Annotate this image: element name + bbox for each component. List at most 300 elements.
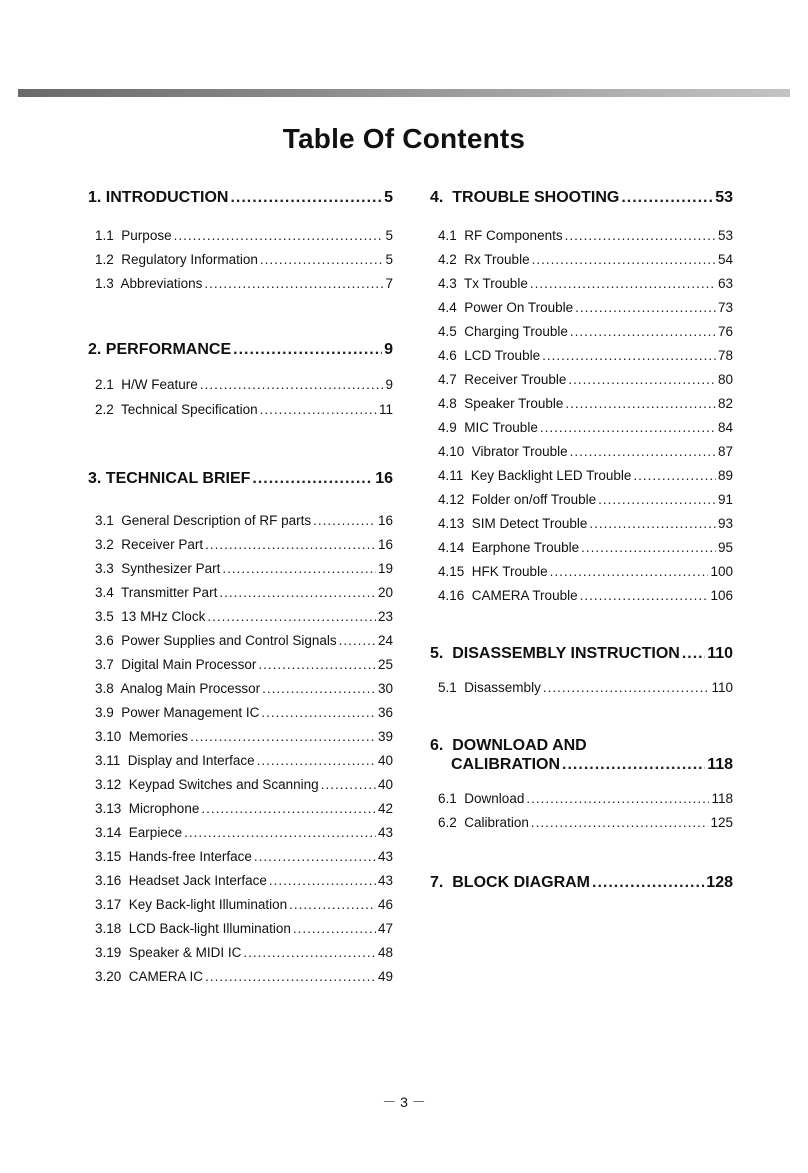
toc-entry-number: 3.11	[95, 753, 121, 768]
dot-leader	[289, 897, 376, 912]
dot-leader	[570, 444, 716, 459]
toc-entry-number: 1.3	[95, 276, 114, 291]
toc-entry-page: 9	[384, 341, 393, 358]
toc-entry-number: 2.	[88, 341, 102, 358]
toc-entry-page: 53	[717, 228, 733, 243]
toc-entry-number: 4.4	[438, 300, 457, 315]
toc-entry[interactable]	[88, 945, 393, 960]
toc-entry-title: Power Management IC	[121, 705, 260, 720]
toc-entry-title: Charging Trouble	[464, 324, 568, 339]
toc-entry-label	[95, 921, 291, 936]
toc-entry[interactable]	[88, 276, 393, 291]
toc-entry-page: 125	[710, 815, 733, 830]
dot-leader	[530, 276, 716, 291]
toc-entry-number: 3.10	[95, 729, 122, 744]
toc-entry[interactable]	[430, 348, 733, 363]
toc-entry-label	[95, 252, 258, 267]
dot-leader	[260, 252, 384, 267]
toc-entry-title: TECHNICAL BRIEF	[105, 470, 251, 487]
toc-entry-page: 63	[717, 276, 733, 291]
toc-entry-number: 1.	[88, 189, 102, 206]
toc-entry-label	[95, 609, 205, 624]
toc-entry-page: 5	[385, 228, 393, 243]
toc-entry[interactable]	[430, 444, 733, 459]
toc-entry-page: 106	[710, 588, 733, 603]
toc-entry-page: 25	[377, 657, 393, 672]
toc-entry[interactable]	[430, 324, 733, 339]
dot-leader	[543, 680, 710, 695]
toc-entry[interactable]	[430, 228, 733, 243]
toc-entry-page: 118	[711, 791, 733, 806]
toc-entry-page: 5	[385, 252, 393, 267]
toc-entry-label	[95, 945, 241, 960]
toc-entry-title: MIC Trouble	[464, 420, 538, 435]
toc-entry-title: Purpose	[121, 228, 172, 243]
dot-leader	[542, 348, 716, 363]
toc-entry[interactable]	[88, 921, 393, 936]
page-number: － 3 －	[382, 1094, 426, 1110]
toc-section-entry[interactable]	[88, 470, 393, 488]
toc-entry-label	[95, 801, 199, 816]
toc-entry-title: Abbreviations	[120, 276, 203, 291]
toc-entry-page: 128	[706, 874, 733, 891]
toc-entry-title: HFK Trouble	[471, 564, 548, 579]
toc-entry-label	[95, 825, 182, 840]
toc-entry-number: 3.8	[95, 681, 114, 696]
toc-entry-number: 3.	[88, 470, 102, 487]
toc-entry-page: 42	[377, 801, 393, 816]
toc-entry-label	[95, 969, 203, 984]
toc-entry[interactable]	[88, 657, 393, 672]
dot-leader	[565, 396, 716, 411]
toc-entry-label	[95, 633, 337, 648]
dot-leader	[174, 228, 384, 243]
toc-entry-title: Earphone Trouble	[471, 540, 580, 555]
toc-entry-label	[95, 753, 255, 768]
toc-entry-title: Hands-free Interface	[128, 849, 252, 864]
toc-entry-number: 6.1	[438, 791, 457, 806]
toc-entry-number: 4.3	[438, 276, 457, 291]
toc-entry-title: Receiver Trouble	[464, 372, 567, 387]
dot-leader	[257, 753, 376, 768]
toc-entry-number: 3.17	[95, 897, 122, 912]
toc-entry-title: Display and Interface	[127, 753, 255, 768]
dot-leader	[269, 873, 376, 888]
toc-entry-number: 1.2	[95, 252, 114, 267]
dot-leader	[565, 228, 716, 243]
toc-entry-page: 118	[707, 756, 733, 773]
toc-entry-label	[438, 324, 568, 339]
toc-entry-label	[95, 729, 188, 744]
toc-entry-page: 93	[717, 516, 733, 531]
toc-entry[interactable]	[88, 609, 393, 624]
toc-entry[interactable]	[88, 513, 393, 528]
toc-entry-label	[95, 873, 267, 888]
toc-entry[interactable]	[430, 680, 733, 695]
toc-entry-title: CAMERA Trouble	[471, 588, 578, 603]
toc-entry[interactable]	[88, 633, 393, 648]
toc-entry-number: 1.1	[95, 228, 114, 243]
toc-entry-label	[438, 276, 528, 291]
toc-entry-page: 40	[377, 753, 393, 768]
toc-entry-label	[88, 341, 231, 359]
toc-entry-label	[95, 228, 172, 243]
dot-leader	[219, 585, 376, 600]
toc-entry-title: Power On Trouble	[464, 300, 574, 315]
dot-leader	[200, 377, 384, 392]
toc-entry[interactable]	[430, 252, 733, 267]
toc-entry-title: Disassembly	[464, 680, 541, 695]
dot-leader	[222, 561, 376, 576]
toc-entry-page: 30	[377, 681, 393, 696]
dot-leader	[204, 276, 383, 291]
toc-entry-number: 4.1	[438, 228, 457, 243]
toc-entry-title: CAMERA IC	[128, 969, 204, 984]
toc-entry[interactable]	[430, 276, 733, 291]
toc-entry-label	[430, 189, 619, 207]
toc-section-entry-continuation[interactable]	[430, 756, 733, 774]
dot-leader	[201, 801, 376, 816]
toc-entry-page: 7	[385, 276, 393, 291]
dot-leader	[260, 402, 377, 417]
toc-entry-title: Speaker & MIDI IC	[128, 945, 242, 960]
toc-entry[interactable]	[88, 753, 393, 768]
toc-section-entry[interactable]	[430, 189, 733, 207]
toc-entry-page: 11	[378, 402, 393, 417]
toc-entry-number: 6.2	[438, 815, 457, 830]
toc-entry-label	[438, 791, 524, 806]
toc-entry-title: Transmitter Part	[121, 585, 218, 600]
toc-entry[interactable]	[88, 561, 393, 576]
toc-entry[interactable]	[88, 729, 393, 744]
toc-entry-title: General Description of RF parts	[121, 513, 312, 528]
toc-entry-label	[95, 657, 256, 672]
toc-entry-page: 20	[377, 585, 393, 600]
toc-entry[interactable]	[88, 897, 393, 912]
dot-leader	[540, 420, 716, 435]
toc-entry-title: DOWNLOAD AND	[452, 737, 587, 754]
toc-entry-title: Memories	[128, 729, 189, 744]
toc-entry-title: BLOCK DIAGRAM	[452, 874, 590, 891]
dot-leader	[207, 609, 376, 624]
toc-entry[interactable]	[88, 377, 393, 392]
dot-leader	[258, 657, 376, 672]
toc-entry-title: Receiver Part	[121, 537, 204, 552]
toc-entry-title: PERFORMANCE	[105, 341, 232, 358]
dot-leader	[526, 791, 709, 806]
toc-entry-number: 3.9	[95, 705, 114, 720]
toc-section-entry[interactable]	[430, 737, 733, 755]
toc-entry-page: 47	[377, 921, 393, 936]
dot-leader	[562, 756, 705, 774]
toc-entry[interactable]	[430, 516, 733, 531]
toc-entry-label	[430, 874, 590, 892]
dot-leader	[190, 729, 376, 744]
toc-entry-number: 3.7	[95, 657, 114, 672]
toc-entry-label	[438, 348, 540, 363]
toc-entry-title: Calibration	[464, 815, 529, 830]
dot-leader	[581, 540, 716, 555]
toc-entry[interactable]	[430, 372, 733, 387]
dot-leader	[580, 588, 709, 603]
dot-leader	[321, 777, 376, 792]
toc-entry-number: 4.11	[438, 468, 464, 483]
toc-entry-title: Vibrator Trouble	[471, 444, 568, 459]
toc-entry-page: 36	[377, 705, 393, 720]
toc-entry[interactable]	[88, 777, 393, 792]
toc-entry-title: Power Supplies and Control Signals	[121, 633, 337, 648]
toc-section-entry[interactable]	[88, 341, 393, 359]
toc-entry-label	[438, 372, 566, 387]
toc-entry-page: 100	[710, 564, 733, 579]
toc-entry-title: 13 MHz Clock	[121, 609, 206, 624]
toc-entry-label	[95, 585, 217, 600]
toc-entry-number: 4.16	[438, 588, 465, 603]
toc-entry-title: RF Components	[464, 228, 563, 243]
dot-leader	[575, 300, 716, 315]
toc-entry-label	[430, 645, 680, 663]
toc-entry-number: 3.1	[95, 513, 114, 528]
toc-entry[interactable]	[430, 468, 733, 483]
toc-entry-title: Folder on/off Trouble	[471, 492, 597, 507]
toc-entry-title: Speaker Trouble	[464, 396, 564, 411]
toc-entry-number: 5.	[430, 645, 444, 662]
toc-entry-title-continued: CALIBRATION	[451, 756, 561, 773]
toc-entry[interactable]	[88, 969, 393, 984]
toc-entry-title: TROUBLE SHOOTING	[452, 189, 620, 206]
toc-entry-number: 4.12	[438, 492, 465, 507]
toc-entry-label	[438, 564, 548, 579]
toc-entry[interactable]	[88, 705, 393, 720]
dot-leader	[252, 470, 373, 488]
toc-entry-number: 4.6	[438, 348, 457, 363]
toc-entry-number: 3.20	[95, 969, 122, 984]
dot-leader	[243, 945, 376, 960]
toc-entry-number: 3.12	[95, 777, 122, 792]
toc-entry-number: 4.9	[438, 420, 457, 435]
toc-entry-label	[95, 561, 220, 576]
toc-entry-page: 87	[717, 444, 733, 459]
toc-entry-label	[438, 588, 578, 603]
toc-entry-number: 2.2	[95, 402, 114, 417]
toc-entry-page: 40	[377, 777, 393, 792]
toc-entry-page: 16	[375, 470, 393, 487]
toc-entry-title: Analog Main Processor	[120, 681, 261, 696]
toc-entry-number: 3.13	[95, 801, 122, 816]
toc-entry-label	[438, 815, 529, 830]
dot-leader	[184, 825, 376, 840]
toc-entry[interactable]	[88, 252, 393, 267]
toc-entry-label	[88, 470, 250, 488]
toc-entry[interactable]	[88, 801, 393, 816]
dot-leader	[568, 372, 716, 387]
toc-entry-page: 48	[377, 945, 393, 960]
toc-entry[interactable]	[88, 402, 393, 417]
toc-entry-title: H/W Feature	[121, 377, 198, 392]
toc-entry-title: Earpiece	[128, 825, 183, 840]
toc-entry-title: Digital Main Processor	[121, 657, 257, 672]
dot-leader	[633, 468, 716, 483]
toc-entry-title: Rx Trouble	[464, 252, 530, 267]
toc-entry-title: Key Back-light Illumination	[128, 897, 288, 912]
toc-entry[interactable]	[88, 537, 393, 552]
toc-entry-label	[438, 540, 579, 555]
dot-leader	[230, 189, 382, 207]
toc-entry-number: 4.15	[438, 564, 465, 579]
toc-entry[interactable]	[88, 228, 393, 243]
toc-entry-label	[438, 420, 538, 435]
toc-entry-title: Regulatory Information	[121, 252, 258, 267]
toc-entry-page: 19	[377, 561, 393, 576]
toc-entry[interactable]	[88, 825, 393, 840]
dot-leader	[205, 537, 376, 552]
toc-entry[interactable]	[88, 585, 393, 600]
dot-leader	[598, 492, 716, 507]
toc-entry-number: 3.3	[95, 561, 114, 576]
toc-entry-label	[438, 228, 563, 243]
toc-entry-number: 2.1	[95, 377, 114, 392]
toc-entry-title: SIM Detect Trouble	[471, 516, 588, 531]
toc-entry-page: 39	[377, 729, 393, 744]
toc-entry-title: DISASSEMBLY INSTRUCTION	[452, 645, 680, 662]
toc-section-entry[interactable]	[430, 874, 733, 892]
toc-entry-page: 23	[377, 609, 393, 624]
toc-entry-title: Microphone	[128, 801, 200, 816]
toc-entry-label	[88, 189, 228, 207]
dot-leader	[261, 705, 376, 720]
toc-entry-page: 54	[717, 252, 733, 267]
page-title: Table Of Contents	[282, 123, 526, 154]
toc-entry-label	[95, 377, 198, 392]
dot-leader	[570, 324, 716, 339]
toc-entry-number: 5.1	[438, 680, 457, 695]
toc-entry-number: 3.4	[95, 585, 114, 600]
toc-entry[interactable]	[88, 681, 393, 696]
dot-leader	[254, 849, 376, 864]
toc-entry-label	[438, 468, 631, 483]
dot-leader	[682, 645, 705, 663]
toc-entry-title: Key Backlight LED Trouble	[470, 468, 632, 483]
dot-leader	[293, 921, 376, 936]
toc-entry-label	[95, 705, 259, 720]
toc-entry-label	[438, 680, 541, 695]
toc-entry-page: 43	[377, 825, 393, 840]
toc-entry-title: Tx Trouble	[464, 276, 528, 291]
toc-entry-number: 3.19	[95, 945, 122, 960]
toc-entry-label	[95, 897, 287, 912]
dot-leader	[339, 633, 376, 648]
toc-entry[interactable]	[430, 396, 733, 411]
toc-entry-title: LCD Trouble	[464, 348, 541, 363]
toc-entry-label	[95, 849, 252, 864]
toc-entry[interactable]	[88, 849, 393, 864]
toc-entry[interactable]	[88, 873, 393, 888]
dot-leader	[313, 513, 376, 528]
toc-entry-page: 43	[377, 849, 393, 864]
toc-entry-label	[95, 777, 319, 792]
toc-entry-page: 89	[717, 468, 733, 483]
toc-entry-title: Technical Specification	[121, 402, 258, 417]
toc-entry-number: 4.14	[438, 540, 465, 555]
toc-entry[interactable]	[430, 564, 733, 579]
toc-entry-number: 6.	[430, 737, 444, 754]
toc-entry-number: 4.	[430, 189, 444, 206]
toc-entry[interactable]	[430, 815, 733, 830]
toc-entry-title: Keypad Switches and Scanning	[128, 777, 319, 792]
toc-entry-page: 91	[717, 492, 733, 507]
toc-entry-label	[95, 402, 258, 417]
toc-entry-label	[438, 516, 587, 531]
toc-entry-number: 3.16	[95, 873, 122, 888]
toc-entry-number: 7.	[430, 874, 444, 891]
toc-entry-label	[95, 513, 311, 528]
toc-entry-page: 82	[717, 396, 733, 411]
toc-entry-page: 78	[717, 348, 733, 363]
toc-entry-label	[95, 681, 260, 696]
toc-entry-page: 73	[717, 300, 733, 315]
toc-entry-number: 4.5	[438, 324, 457, 339]
toc-entry-label	[430, 737, 587, 755]
toc-entry-title: LCD Back-light Illumination	[128, 921, 291, 936]
toc-entry-title: Headset Jack Interface	[128, 873, 267, 888]
toc-entry-number: 3.14	[95, 825, 122, 840]
toc-entry-page: 16	[377, 537, 393, 552]
toc-entry-page: 76	[717, 324, 733, 339]
toc-entry[interactable]	[430, 540, 733, 555]
toc-entry[interactable]	[430, 300, 733, 315]
dot-leader	[205, 969, 376, 984]
toc-entry-label	[438, 300, 573, 315]
header-rule	[18, 89, 790, 97]
dot-leader	[262, 681, 376, 696]
toc-entry-label	[438, 492, 596, 507]
dot-leader	[550, 564, 709, 579]
toc-entry-title: Synthesizer Part	[121, 561, 221, 576]
toc-entry[interactable]	[430, 492, 733, 507]
toc-entry[interactable]	[430, 588, 733, 603]
toc-section-entry[interactable]	[430, 645, 733, 663]
dot-leader	[621, 189, 713, 207]
toc-entry-label	[438, 396, 563, 411]
toc-entry-label	[95, 276, 202, 291]
dot-leader	[592, 874, 704, 892]
toc-entry-page: 16	[377, 513, 393, 528]
toc-entry-page: 43	[377, 873, 393, 888]
dot-leader	[589, 516, 716, 531]
toc-entry-number: 3.2	[95, 537, 114, 552]
toc-entry-page: 95	[717, 540, 733, 555]
toc-entry-number: 4.8	[438, 396, 457, 411]
toc-entry[interactable]	[430, 420, 733, 435]
toc-entry-number: 4.13	[438, 516, 465, 531]
dot-leader	[532, 252, 716, 267]
toc-entry-title: INTRODUCTION	[105, 189, 229, 206]
toc-entry[interactable]	[430, 791, 733, 806]
toc-entry-number: 3.5	[95, 609, 114, 624]
toc-entry-page: 9	[385, 377, 393, 392]
toc-entry-page: 5	[384, 189, 393, 206]
toc-entry-page: 84	[717, 420, 733, 435]
toc-entry-number: 3.6	[95, 633, 114, 648]
toc-entry-page: 110	[707, 645, 733, 662]
toc-entry-number: 3.18	[95, 921, 122, 936]
toc-entry-page: 49	[377, 969, 393, 984]
toc-entry-number: 4.2	[438, 252, 457, 267]
toc-entry-page: 46	[377, 897, 393, 912]
toc-entry-page: 24	[377, 633, 393, 648]
toc-entry-number: 4.10	[438, 444, 465, 459]
toc-section-entry[interactable]	[88, 189, 393, 207]
